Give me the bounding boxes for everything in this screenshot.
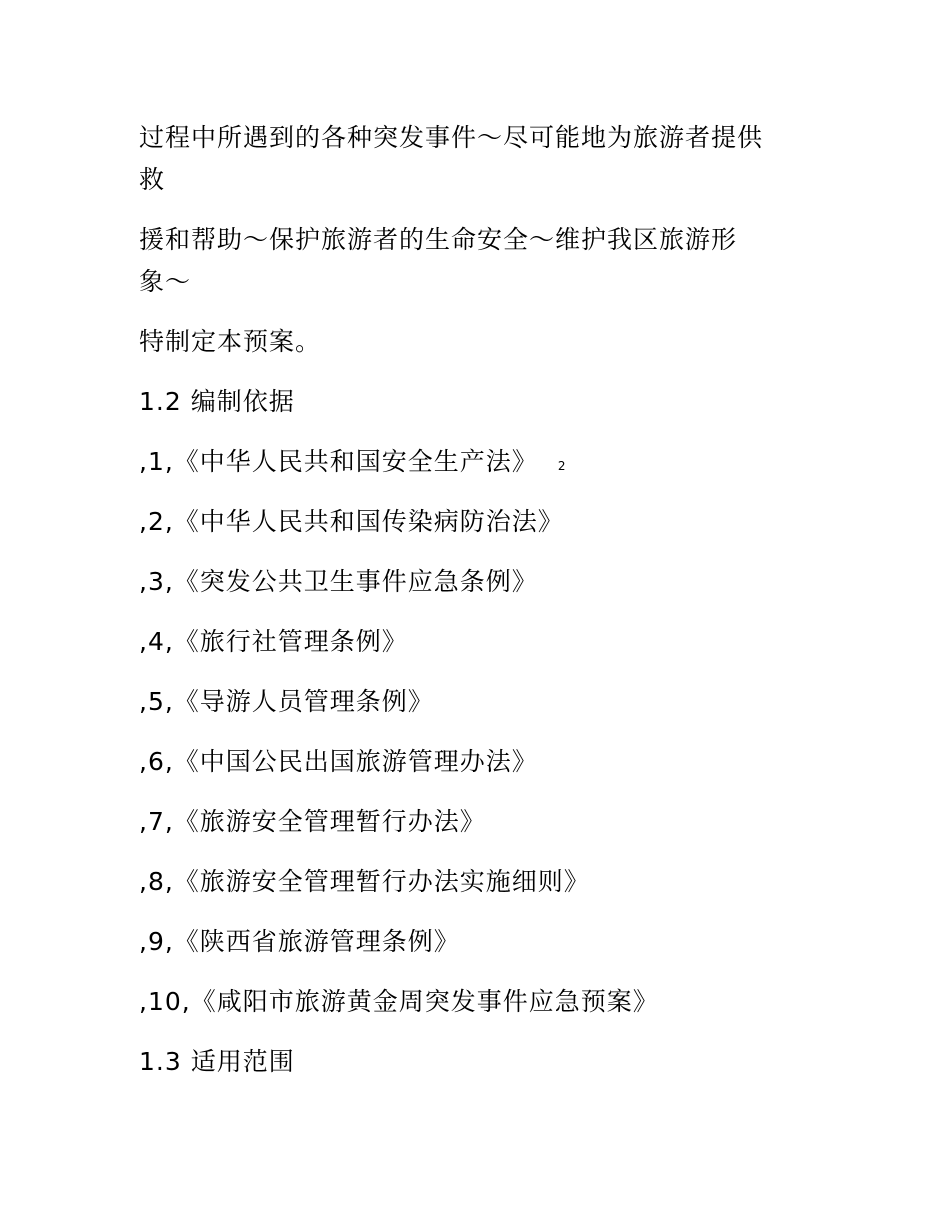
- reference-item: ,2,《中华人民共和国传染病防治法》: [139, 507, 564, 536]
- page-note-marker: 2: [557, 459, 566, 473]
- reference-item: ,10,《咸阳市旅游黄金周突发事件应急预案》: [139, 987, 659, 1016]
- reference-text: ,1,《中华人民共和国安全生产法》: [139, 447, 538, 476]
- paragraph-line: 援和帮助～保护旅游者的生命安全～维护我区旅游形: [139, 225, 738, 254]
- reference-item: ,4,《旅行社管理条例》: [139, 627, 408, 656]
- reference-item: ,3,《突发公共卫生事件应急条例》: [139, 567, 538, 596]
- reference-item: ,5,《导游人员管理条例》: [139, 687, 434, 716]
- reference-item: ,6,《中国公民出国旅游管理办法》: [139, 747, 538, 776]
- reference-item: ,8,《旅游安全管理暂行办法实施细则》: [139, 867, 590, 896]
- paragraph-line: 过程中所遇到的各种突发事件～尽可能地为旅游者提供: [139, 123, 764, 152]
- reference-item: [139, 447, 565, 481]
- reference-item: ,7,《旅游安全管理暂行办法》: [139, 807, 486, 836]
- section-heading-1-3: 1.3 适用范围: [139, 1047, 295, 1076]
- paragraph-line: 象～: [139, 267, 192, 296]
- section-heading-1-2: 1.2 编制依据: [139, 387, 295, 416]
- reference-item: ,9,《陕西省旅游管理条例》: [139, 927, 460, 956]
- paragraph-line: 救: [139, 165, 166, 194]
- paragraph-line: 特制定本预案。: [139, 327, 322, 356]
